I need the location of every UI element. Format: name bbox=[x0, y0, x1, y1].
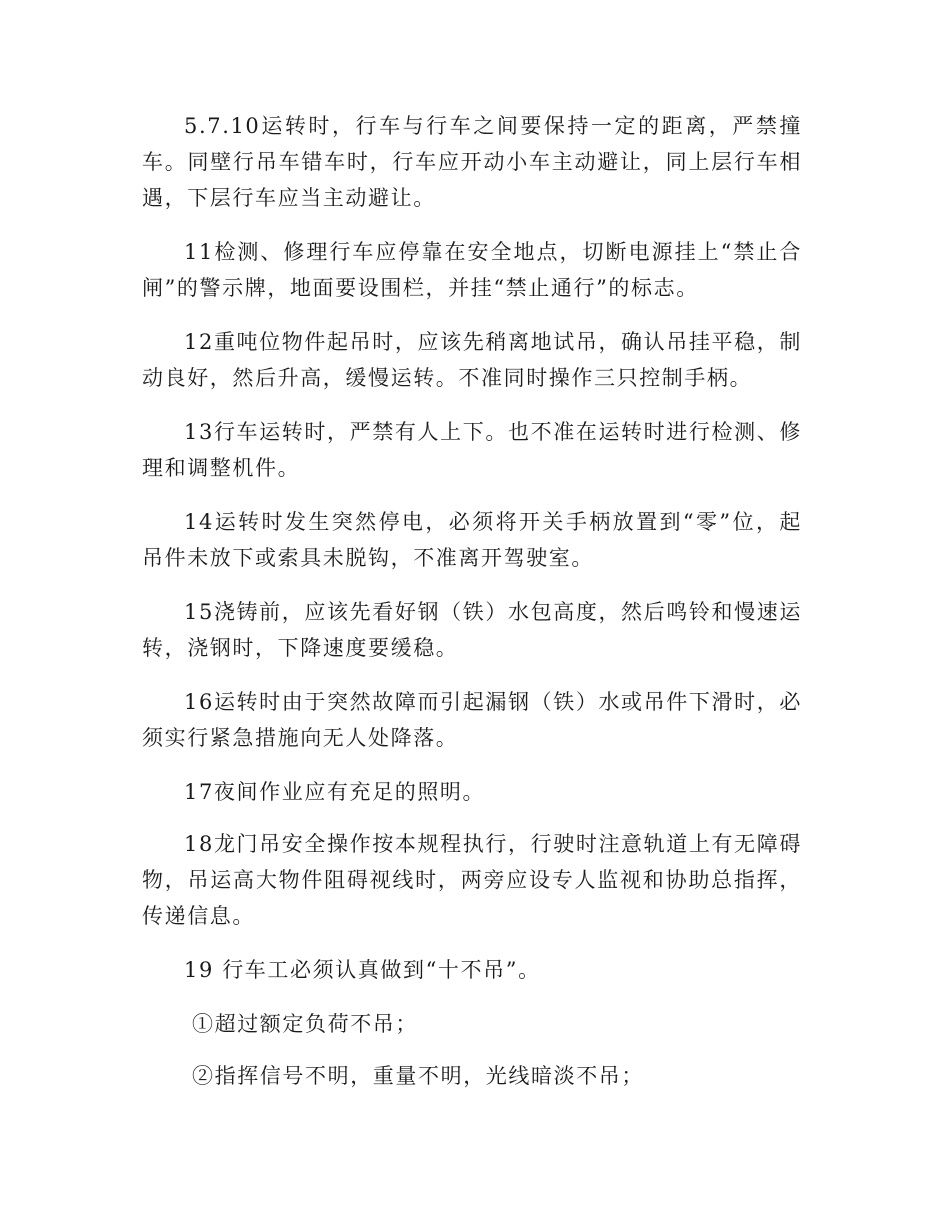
list-item: ②指挥信号不明，重量不明，光线暗淡不吊； bbox=[192, 1064, 644, 1088]
paragraph-5-7-10: 5.7.10运转时，行车与行车之间要保持一定的距离，严禁撞车。同壁行吊车错车时，行车应开动小车主动避让，同上层行车相遇，下层行车应当主动避让。 bbox=[142, 114, 802, 210]
paragraph-12: 12重吨位物件起吊时，应该先稍离地试吊，确认吊挂平稳，制动良好，然后升高，缓慢运转。不准同时操作三只控制手柄。 bbox=[142, 330, 802, 390]
paragraph-16: 16运转时由于突然故障而引起漏钢（铁）水或吊件下滑时，必须实行紧急措施向无人处降落。 bbox=[142, 690, 802, 750]
paragraph-11: 11检测、修理行车应停靠在安全地点，切断电源挂上“禁止合闸”的警示牌，地面要设围栏，并挂“禁止通行”的标志。 bbox=[142, 240, 802, 300]
paragraph-15: 15浇铸前，应该先看好钢（铁）水包高度，然后鸣铃和慢速运转，浇钢时，下降速度要缓稳。 bbox=[142, 600, 802, 660]
paragraph-14: 14运转时发生突然停电，必须将开关手柄放置到“零”位，起吊件未放下或索具未脱钩，不准离开驾驶室。 bbox=[142, 510, 802, 570]
paragraph-18: 18龙门吊安全操作按本规程执行，行驶时注意轨道上有无障碍物，吊运高大物件阻碍视线时，两旁应设专人监视和协助总指挥，传递信息。 bbox=[142, 832, 802, 928]
list-item: ①超过额定负荷不吊； bbox=[192, 1012, 418, 1036]
paragraph-19: 19 行车工必须认真做到“十不吊”。 bbox=[184, 958, 541, 982]
paragraph-13: 13行车运转时，严禁有人上下。也不准在运转时进行检测、修理和调整机件。 bbox=[142, 420, 802, 480]
paragraph-17: 17夜间作业应有充足的照明。 bbox=[184, 780, 486, 804]
